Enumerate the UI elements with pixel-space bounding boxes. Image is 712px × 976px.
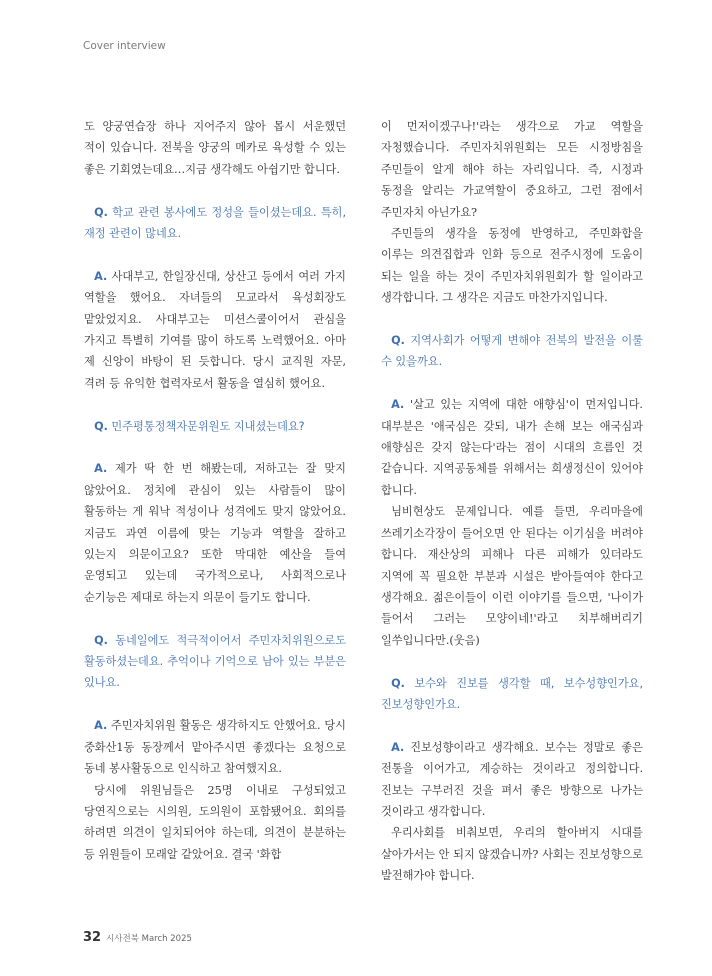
page-number: 32 bbox=[83, 930, 102, 945]
paragraph: 당시에 위원님들은 25명 이내로 구성되었고 당연직으로는 시의원, 도의원이 포함됐어요. 회의를 하려면 의견이 일치되어야 하는데, 의견이 분분하는 등 위원들이 모래알 같았어요. 결국 '화합 bbox=[84, 783, 346, 861]
question-mark: Q. bbox=[94, 419, 108, 433]
answer-mark: A. bbox=[391, 398, 405, 412]
section-label: Cover interview bbox=[83, 40, 166, 52]
question-text: 보수와 진보를 생각할 때, 보수성향인가요, 진보성향인가요. bbox=[381, 676, 643, 711]
question-mark: Q. bbox=[391, 334, 405, 348]
question bbox=[381, 673, 643, 716]
question-text: 지역사회가 어떻게 변해야 전북의 발전을 이룰 수 있을까요. bbox=[381, 334, 643, 369]
answer-text: 주민자치위원 활동은 생각하지도 안했어요. 당시 중화산1동 동장께서 맡아주시면 좋겠다는 요청으로 동네 봉사활동으로 인식하고 참여했지요. bbox=[84, 719, 346, 776]
answer bbox=[84, 458, 346, 608]
question-mark: Q. bbox=[391, 676, 405, 690]
question bbox=[84, 202, 346, 245]
page-footer bbox=[83, 926, 192, 945]
question-text: 학교 관련 봉사에도 정성을 들이셨는데요. 특히, 재정 관련이 많네요. bbox=[84, 205, 347, 241]
publication-name: 시사전북 March 2025 bbox=[106, 934, 192, 944]
answer-mark: A. bbox=[94, 462, 108, 476]
answer-mark: A. bbox=[94, 719, 108, 733]
answer-mark: A. bbox=[391, 740, 405, 754]
question-text: 동네일에도 적극적이어서 주민자치위원으로도 활동하셨는데요. 추억이나 기억으로 남아 있는 부분은 있나요. bbox=[84, 633, 346, 690]
answer bbox=[84, 266, 346, 394]
answer bbox=[84, 715, 346, 779]
answer-text: 사대부고, 한일장신대, 상산고 등에서 여러 가지 역할을 했어요. 자녀들의 모교라서 육성회장도 맡았었지요. 사대부고는 미션스쿨이어서 관심을 가지고 특별히 기여를 많이 하도록 노력했어요. 아마 제 신앙이 바탕이 된 듯합니다. 당시 교직원 자문, 격려 등 유익한 협력자로서 활동을 열심히 했어요. bbox=[84, 269, 346, 390]
left-column bbox=[84, 116, 346, 865]
right-column bbox=[381, 116, 643, 887]
paragraph: 이 먼저이겠구나!'라는 생각으로 가교 역할을 자청했습니다. 주민자치위원회는 모든 시정방침을 주민들이 알게 해야 하는 자리입니다. 즉, 시정과 동정을 알리는 가교역할이 중요하고, 그런 점에서 주민자치 아닌가요? bbox=[381, 120, 643, 219]
question-mark: Q. bbox=[94, 205, 108, 219]
paragraph: 님비현상도 문제입니다. 예를 들면, 우리마을에 쓰레기소각장이 들어오면 안 된다는 이기심을 버려야 합니다. 재산상의 피해나 다른 피해가 있더라도 지역에 꼭 필요한 부분과 시설은 받아들여야 한다고 생각해요. 젊은이들이 이런 이야기를 들으면, '나이가 들어서 그러는 모양이네!'라고 치부해버리기 일쑤입니다만.(웃음) bbox=[381, 505, 643, 647]
question bbox=[84, 630, 346, 694]
paragraph: 우리사회를 비춰보면, 우리의 할아버지 시대를 살아가서는 안 되지 않겠습니까? 사회는 진보성향으로 발전해가야 합니다. bbox=[381, 826, 643, 883]
question-mark: Q. bbox=[94, 633, 108, 647]
answer-text: 제가 딱 한 번 해봤는데, 저하고는 잘 맞지 않았어요. 정치에 관심이 있는 사람들이 많이 활동하는 게 워낙 적성이나 성격에도 맞지 않았어요. 지금도 과연 이름에 맞는 기능과 역할을 잘하고 있는지 의문이고요? 또한 막대한 예산을 들여 운영되고 있는데 국가적으로나, 사회적으로나 순기능은 제대로 하는지 의문이 들기도 합니다. bbox=[84, 462, 346, 604]
question bbox=[84, 416, 346, 437]
answer-mark: A. bbox=[94, 269, 108, 283]
paragraph: 주민들의 생각을 동정에 반영하고, 주민화합을 이루는 의견집합과 인화 등으로 전주시정에 도움이 되는 일을 하는 것이 주민자치위원회가 할 일이라고 생각합니다. 그 생각은 지금도 마찬가지입니다. bbox=[381, 227, 643, 305]
question-text: 민주평통정책자문위원도 지내셨는데요? bbox=[111, 419, 305, 433]
paragraph: 도 양궁연습장 하나 지어주지 않아 몹시 서운했던 적이 있습니다. 전북을 양궁의 메카로 육성할 수 있는 좋은 기회였는데요…지금 생각해도 아쉽기만 합니다. bbox=[84, 120, 346, 176]
answer bbox=[381, 394, 643, 501]
answer bbox=[381, 737, 643, 823]
question bbox=[381, 330, 643, 373]
answer-text: 진보성향이라고 생각해요. 보수는 정말로 좋은 전통을 이어가고, 계승하는 것이라고 정의합니다. 진보는 구부러진 것을 펴서 좋은 방향으로 나가는 것이라고 생각합니다. bbox=[381, 740, 643, 818]
answer-text: '살고 있는 지역에 대한 애향심'이 먼저입니다. 대부분은 '애국심은 갖되, 내가 손해 보는 애국심과 애향심은 갖지 않는다'라는 점이 시대의 흐름인 것 같습니다. 지역공동체를 위해서는 희생정신이 있어야 합니다. bbox=[381, 398, 643, 497]
